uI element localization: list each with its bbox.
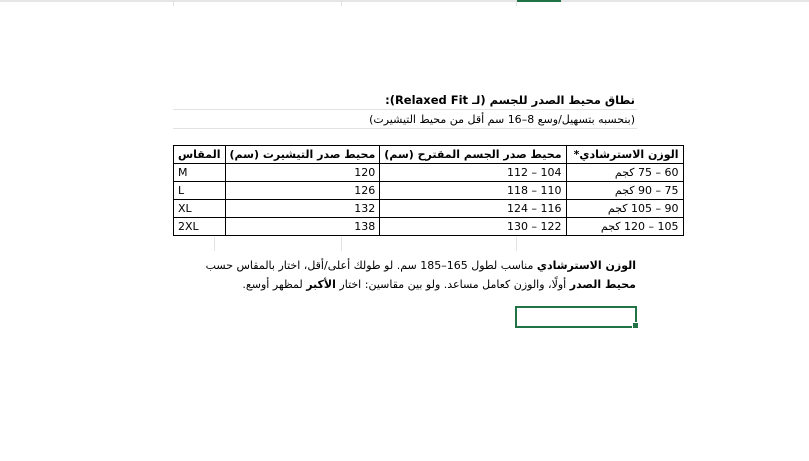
gridline [214, 237, 215, 251]
header-size[interactable]: المقاس [174, 146, 226, 164]
gridline [516, 0, 517, 6]
table-row [174, 218, 684, 236]
gridline [173, 128, 637, 129]
gridline [173, 0, 174, 6]
cell-tee-chest[interactable]: 132 [225, 200, 380, 218]
cell-weight[interactable]: 105 – 120 كجم [566, 218, 683, 236]
cell-tee-chest[interactable]: 138 [225, 218, 380, 236]
active-column-indicator [516, 0, 561, 2]
cell-body-chest[interactable]: 110 – 118 [380, 182, 566, 200]
table-header-row [174, 146, 684, 164]
gridline [173, 109, 637, 110]
cell-weight[interactable]: 60 – 75 كجم [566, 164, 683, 182]
note-text-3: لمظهر أوسع. [242, 278, 307, 291]
cell-size[interactable]: 2XL [174, 218, 226, 236]
header-body-chest[interactable]: محيط صدر الجسم المقترح (سم) [380, 146, 566, 164]
note-text-2: أولًا، والوزن كعامل مساعد. ولو بين مقاسين: اختار [335, 278, 570, 291]
table-row [174, 182, 684, 200]
size-chart-table [173, 145, 684, 236]
cell-tee-chest[interactable]: 126 [225, 182, 380, 200]
gridline [341, 0, 342, 6]
header-tee-chest[interactable]: محيط صدر التيشيرت (سم) [225, 146, 380, 164]
top-border [0, 0, 809, 2]
table-row [174, 200, 684, 218]
cell-tee-chest[interactable]: 120 [225, 164, 380, 182]
cell-body-chest[interactable]: 116 – 124 [380, 200, 566, 218]
selected-cell[interactable] [515, 306, 637, 328]
note-bold-end: الأكبر [306, 278, 336, 291]
fill-handle[interactable] [632, 322, 639, 329]
header-weight[interactable]: الوزن الاسترشادي* [566, 146, 683, 164]
gridline [516, 237, 517, 251]
sheet-subtitle[interactable]: (بنحسبه بتسهيل/وسع 8–16 سم أقل من محيط التيشيرت) [369, 113, 635, 126]
gridline [341, 237, 342, 251]
cell-body-chest[interactable]: 122 – 130 [380, 218, 566, 236]
note-text-1: مناسب لطول 165–185 سم. لو طولك أعلى/أقل، اختار بالمقاس حسب [205, 259, 537, 272]
cell-weight[interactable]: 90 – 105 كجم [566, 200, 683, 218]
weight-note[interactable] [172, 256, 636, 294]
table-row [174, 164, 684, 182]
cell-size[interactable]: M [174, 164, 226, 182]
cell-size[interactable]: XL [174, 200, 226, 218]
cell-body-chest[interactable]: 104 – 112 [380, 164, 566, 182]
note-bold-lead: الوزن الاسترشادي [536, 259, 636, 272]
cell-size[interactable]: L [174, 182, 226, 200]
note-bold-mid: محيط الصدر [569, 278, 636, 291]
sheet-title[interactable]: نطاق محيط الصدر للجسم (لـ Relaxed Fit): [385, 93, 635, 107]
cell-weight[interactable]: 75 – 90 كجم [566, 182, 683, 200]
